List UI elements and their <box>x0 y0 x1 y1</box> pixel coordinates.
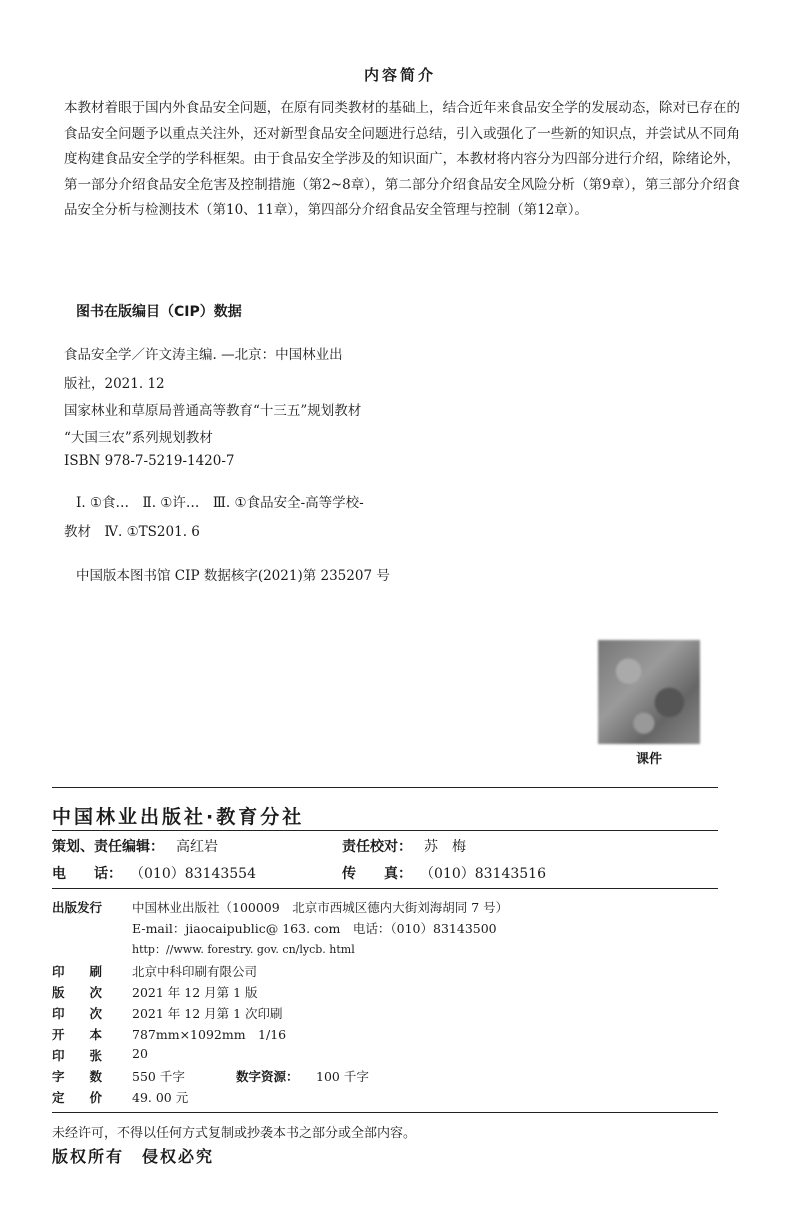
editor-name: 高红岩 <box>176 839 218 855</box>
printer-value: 北京中科印刷有限公司 <box>132 964 258 979</box>
sheets-value: 20 <box>132 1046 148 1061</box>
cip-record-number: 中国版本图书馆 CIP 数据核字(2021)第 235207 号 <box>76 568 390 584</box>
divider <box>52 787 718 788</box>
divider <box>52 830 718 831</box>
website-url: http：//www. forestry. gov. cn/lycb. html <box>132 943 355 956</box>
impression-label: 印 次 <box>52 1006 103 1021</box>
cip-isbn: ISBN 978-7-5219-1420-7 <box>64 453 235 469</box>
edition-value: 2021 年 12 月第 1 版 <box>132 985 258 1000</box>
divider <box>52 888 718 889</box>
intro-title: 内容简介 <box>363 66 436 84</box>
issue-value: 中国林业出版社（100009 北京市西城区德内大街刘海胡同 7 号） <box>132 900 509 915</box>
digital-resource-value: 100 千字 <box>316 1069 369 1084</box>
word-count-value: 550 千字 <box>132 1069 185 1084</box>
qr-label: 课件 <box>635 752 662 767</box>
impression-value: 2021 年 12 月第 1 次印刷 <box>132 1006 283 1021</box>
format-value: 787mm×1092mm 1/16 <box>132 1027 287 1042</box>
proofreader-name: 苏 梅 <box>424 839 466 855</box>
cip-title-line: 食品安全学／许文涛主编. —北京：中国林业出 <box>64 347 343 363</box>
price-label: 定 价 <box>52 1090 103 1105</box>
cip-classification-2: 教材 Ⅳ. ①TS201. 6 <box>64 524 200 540</box>
copyright-notice: 未经许可，不得以任何方式复制或抄袭本书之部分或全部内容。 <box>52 1126 417 1141</box>
issue-label: 出版发行 <box>52 900 103 915</box>
fax-value: （010）83143516 <box>420 866 546 882</box>
price-value: 49. 00 元 <box>132 1090 189 1105</box>
intro-body: 本教材着眼于国内外食品安全问题，在原有同类教材的基础上，结合近年来食品安全学的发展动态，除对已存在的食品安全问题予以重点关注外，还对新型食品安全问题进行总结，引入或强化了一些新的知识点，并尝试从不同角度构建食品安全学的学科框架。由于食品安全学涉及的知识面广，本教材将内容分为四部分进行介绍，除绪论外，第一部分介绍食品安全危害及控制措施（第2~8章），第二部分介绍食品安全风险分析（第9章），第三部分介绍食品安全分析与检测技术（第10、11章），第四部分介绍食品安全管理与控制（第12章）。 <box>64 100 740 219</box>
cip-series-line-2: “大国三农”系列规划教材 <box>64 430 213 446</box>
print-label: 印 刷 <box>52 964 103 979</box>
divider <box>52 1112 718 1113</box>
format-label: 开 本 <box>52 1027 103 1042</box>
proofreader-label: 责任校对： <box>342 839 412 855</box>
word-count-label: 字 数 <box>52 1069 103 1084</box>
phone-value: （010）83143554 <box>130 866 256 882</box>
editor-label: 策划、责任编辑： <box>52 839 164 855</box>
cip-classification: Ⅰ. ①食… Ⅱ. ①许… Ⅲ. ①食品安全-高等学校- <box>76 495 364 511</box>
phone-label: 电 话： <box>52 866 122 882</box>
sheets-label: 印 张 <box>52 1048 103 1063</box>
publisher-name: 中国林业出版社·教育分社 <box>52 806 305 828</box>
fax-label: 传 真： <box>342 866 412 882</box>
email-line: E-mail：jiaocaipublic@ 163. com 电话：（010）83143500 <box>132 921 497 936</box>
courseware-qr-code[interactable] <box>598 640 700 744</box>
cip-series-line: 国家林业和草原局普通高等教育“十三五”规划教材 <box>64 403 362 419</box>
edition-label: 版 次 <box>52 985 103 1000</box>
cip-heading: 图书在版编目（CIP）数据 <box>76 304 242 320</box>
digital-resource-label: 数字资源： <box>236 1069 299 1084</box>
rights-reserved: 版权所有 侵权必究 <box>52 1147 215 1166</box>
cip-publisher-line: 版社，2021. 12 <box>64 376 165 392</box>
